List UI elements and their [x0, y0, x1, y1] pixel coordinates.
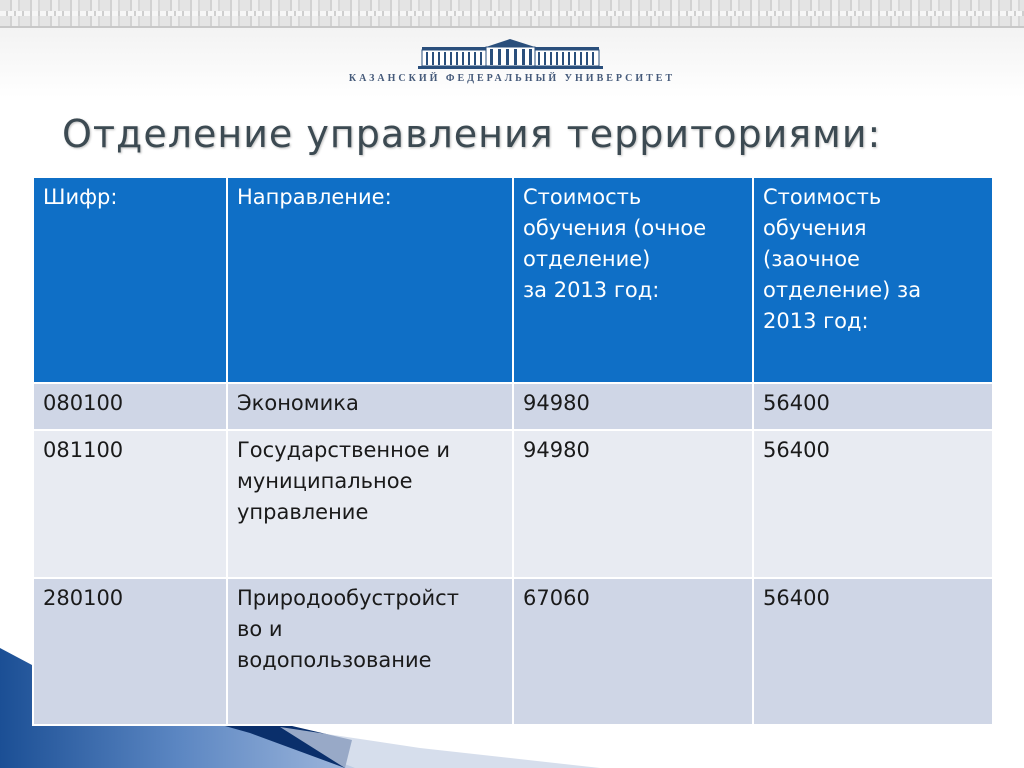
table-row	[33, 383, 993, 430]
table-row	[33, 430, 993, 578]
cell-part-time-cost: 56400	[753, 430, 993, 578]
cell-direction: Экономика	[227, 383, 513, 430]
tuition-table-container	[32, 176, 992, 719]
column-header-direction: Направление:	[227, 177, 513, 383]
cell-full-time-cost: 94980	[513, 383, 753, 430]
cell-direction: Государственное и муниципальное управление	[227, 430, 513, 578]
table-header-row	[33, 177, 993, 383]
table-row	[33, 578, 993, 725]
cell-full-time-cost: 94980	[513, 430, 753, 578]
column-header-part-time-cost: Стоимость обучения (заочное отделение) за 2013 год:	[753, 177, 993, 383]
cell-code: 080100	[33, 383, 227, 430]
column-header-full-time-cost: Стоимость обучения (очное отделение) за 2013 год:	[513, 177, 753, 383]
cell-code: 081100	[33, 430, 227, 578]
cell-full-time-cost: 67060	[513, 578, 753, 725]
column-header-code: Шифр:	[33, 177, 227, 383]
tuition-table	[32, 176, 994, 726]
cell-direction: Природообустройст во и водопользование	[227, 578, 513, 725]
cell-code: 280100	[33, 578, 227, 725]
cell-part-time-cost: 56400	[753, 383, 993, 430]
university-name: КАЗАНСКИЙ ФЕДЕРАЛЬНЫЙ УНИВЕРСИТЕТ	[348, 73, 676, 84]
cell-part-time-cost: 56400	[753, 578, 993, 725]
slide-title: Отделение управления территориями:	[62, 112, 882, 156]
